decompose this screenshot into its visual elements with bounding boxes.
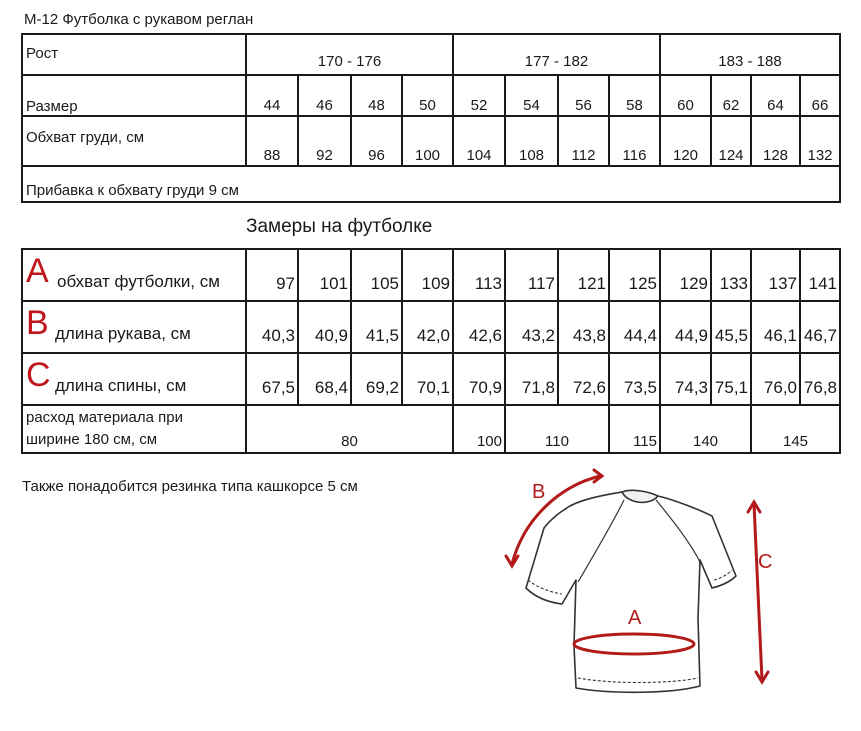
chest-value: 116: [622, 147, 647, 164]
measure-value: 42,0: [416, 326, 450, 345]
chest-value: 132: [807, 147, 833, 164]
material-label-line1: расход материала при: [26, 409, 183, 426]
chest-value: 88: [263, 147, 281, 164]
measure-value: 121: [577, 274, 606, 293]
measure-value: 109: [421, 274, 450, 293]
size-label-cell: [22, 75, 246, 116]
chest-label-cell: [22, 116, 246, 166]
material-value: 140: [692, 433, 719, 450]
measure-value: 45,5: [714, 326, 748, 345]
height-group-cell: [453, 34, 660, 75]
measure-label: длина рукава, см: [55, 324, 191, 343]
height-row: [22, 34, 840, 75]
measure-value: 43,2: [521, 326, 555, 345]
size-value: 58: [626, 97, 643, 114]
material-label: [26, 407, 183, 451]
measure-value: 75,1: [714, 378, 748, 397]
size-label: Размер: [26, 98, 78, 115]
label-a: A: [628, 607, 642, 629]
material-value: 145: [782, 433, 809, 450]
material-value: 100: [476, 433, 502, 450]
material-cell: [505, 405, 609, 453]
size-value: 50: [419, 97, 436, 114]
chest-value: 112: [571, 147, 596, 164]
ease-row: [22, 166, 840, 202]
measure-value: 137: [768, 274, 797, 293]
measure-value: 101: [319, 274, 348, 293]
measure-value: 46,7: [803, 326, 837, 345]
measure-value: 70,1: [416, 378, 450, 397]
measure-value: 44,4: [623, 326, 657, 345]
measure-value: 41,5: [365, 326, 399, 345]
chest-value: 108: [518, 147, 545, 164]
measure-row-a: [22, 249, 840, 301]
measure-value: 44,9: [674, 326, 708, 345]
measure-value: 67,5: [261, 378, 295, 397]
tshirt-illustration: [526, 490, 736, 692]
measure-value: 76,8: [803, 378, 837, 397]
ease-note-cell: [22, 166, 840, 202]
size-row: [22, 75, 840, 116]
material-cell: [246, 405, 453, 453]
height-label: Рост: [26, 45, 59, 62]
letter-a: A: [26, 252, 49, 290]
material-value: 110: [545, 433, 569, 450]
chest-value: 124: [718, 147, 744, 164]
measure-label-cell: [22, 353, 246, 405]
measure-row-c: [22, 353, 840, 405]
size-value: 48: [368, 97, 385, 114]
material-row: [22, 405, 840, 453]
measure-value: 76,0: [763, 378, 797, 397]
section-title: Замеры на футболке: [246, 216, 433, 237]
material-cell: [609, 405, 660, 453]
material-value: 80: [341, 433, 358, 450]
size-value: 60: [677, 97, 694, 114]
measure-value: 72,6: [572, 378, 606, 397]
measure-value: 117: [527, 274, 555, 293]
measure-value: 43,8: [572, 326, 606, 345]
measure-value: 68,4: [314, 378, 348, 397]
measure-value: 97: [276, 274, 295, 293]
chest-label: Обхват груди, см: [26, 129, 145, 146]
chest-row: [22, 116, 840, 166]
chest-value: 128: [762, 147, 789, 164]
size-value: 46: [316, 97, 333, 114]
document-title: М-12 Футболка с рукавом реглан: [24, 11, 254, 28]
measure-value: 105: [370, 274, 399, 293]
material-cell: [453, 405, 505, 453]
material-cell: [751, 405, 840, 453]
elastic-note: Также понадобится резинка типа кашкорсе 5 см: [22, 478, 358, 495]
label-c: C: [758, 551, 773, 573]
size-value: 64: [767, 97, 784, 114]
measure-value: 70,9: [468, 378, 502, 397]
tshirt-body: [526, 492, 736, 692]
chest-value: 96: [368, 147, 385, 164]
measure-value: 133: [719, 274, 748, 293]
height-group: 170 - 176: [317, 53, 382, 70]
size-table: [21, 33, 841, 203]
height-group: 177 - 182: [524, 53, 589, 70]
label-b: B: [532, 481, 546, 503]
measure-value: 113: [474, 274, 502, 293]
measure-value: 40,3: [261, 326, 295, 345]
size-value: 52: [470, 97, 488, 114]
measure-label-cell: [22, 249, 246, 301]
measure-label-cell: [22, 301, 246, 353]
size-value: 56: [575, 97, 592, 114]
tshirt-measurement-diagram: [500, 468, 800, 708]
height-group: 183 - 188: [718, 53, 782, 70]
measure-value: 46,1: [763, 326, 797, 345]
size-value: 44: [263, 97, 281, 114]
measure-value: 42,6: [468, 326, 502, 345]
material-label-line2: ширине 180 см, см: [26, 431, 158, 448]
height-group-cell: [660, 34, 840, 75]
measure-label: обхват футболки, см: [57, 272, 220, 291]
chest-value: 120: [672, 147, 699, 164]
measure-value: 69,2: [365, 378, 399, 397]
material-value: 115: [633, 433, 657, 450]
height-group-cell: [246, 34, 453, 75]
chest-value: 100: [414, 147, 441, 164]
chest-value: 92: [316, 147, 333, 164]
size-value: 62: [722, 97, 740, 114]
material-label-cell: [22, 405, 246, 453]
measure-value: 141: [808, 274, 837, 293]
measure-value: 71,8: [521, 378, 555, 397]
measure-label: длина спины, см: [55, 376, 187, 395]
measure-value: 129: [679, 274, 708, 293]
ease-note: Прибавка к обхвату груди 9 см: [26, 182, 239, 199]
back-length-line: [754, 504, 762, 680]
measure-value: 73,5: [623, 378, 657, 397]
measurements-table: [21, 248, 841, 454]
measure-value: 40,9: [314, 326, 348, 345]
size-value: 54: [523, 97, 540, 114]
size-value: 66: [811, 97, 829, 114]
letter-b: B: [26, 304, 49, 342]
measure-row-b: [22, 301, 840, 353]
height-label-cell: [22, 34, 246, 75]
chest-value: 104: [466, 147, 492, 164]
letter-c: C: [26, 356, 51, 394]
measure-value: 74,3: [674, 378, 708, 397]
material-cell: [660, 405, 751, 453]
measure-value: 125: [628, 274, 657, 293]
